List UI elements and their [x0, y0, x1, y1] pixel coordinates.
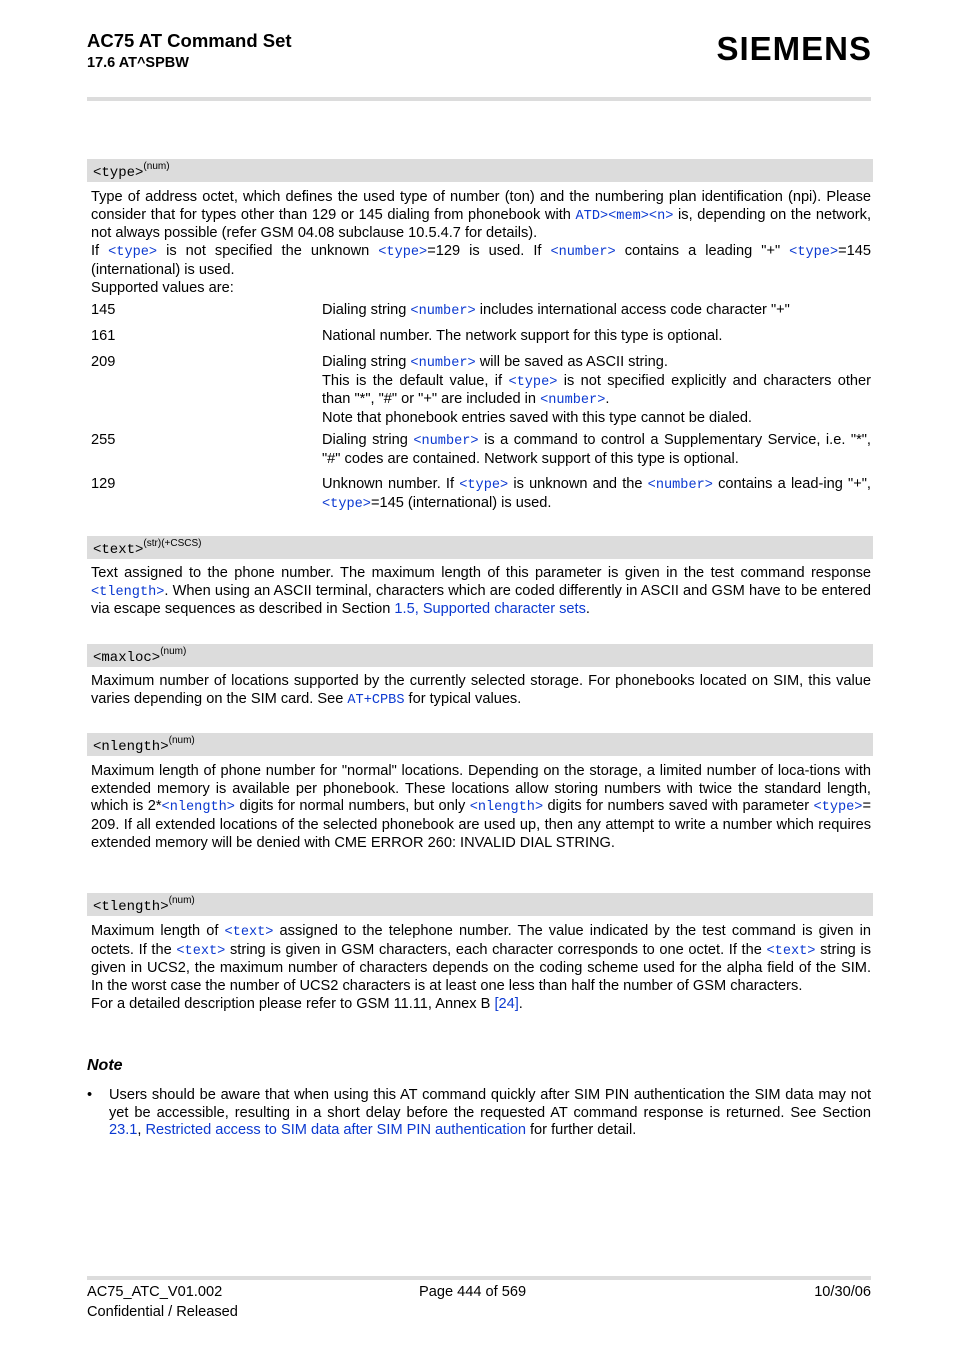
param-name-maxloc: <maxloc>$^{(num)}$ — [93, 646, 187, 666]
param-name-type: <type>$^{(num)}$ — [93, 161, 170, 181]
text-description: Text assigned to the phone number. The maximum length of this parameter is given in the test command response <tlength>. When using an ASCII terminal, characters which are coded differently in ASCII and GSM have to be entered via escape sequences as described in Section 1.5, Supported character sets. — [91, 565, 871, 618]
param-bar-tlength — [87, 893, 873, 916]
header-divider — [87, 97, 871, 101]
value-desc: National number. The network support for this type is optional. — [322, 328, 723, 344]
tlength-link[interactable]: <tlength> — [91, 584, 165, 600]
footer-status: Confidential / Released — [87, 1304, 238, 1320]
tlength-description: Maximum length of <text> assigned to the telephone number. The value indicated by the test command is given in octets. If the <text> string is given in GSM characters, each character corresponds to one octet. If the <text> string is given in UCS2, the maximum number of characters depends on the coding scheme used for the alpha field of the SIM. In the worst case the number of UCS2 characters is at least one less than half the number of GSM characters. For a detailed description please refer to GSM 11.11, Annex B [24]. — [91, 923, 872, 1012]
type-link[interactable]: <type> — [789, 245, 839, 261]
value-key: 255 — [91, 432, 116, 448]
text-link[interactable]: <text> — [224, 925, 274, 940]
siemens-logo: SIEMENS — [716, 30, 872, 67]
param-name-tlength: <tlength>$^{(num)}$ — [93, 895, 195, 915]
character-sets-link[interactable]: 1.5, Supported character sets — [394, 601, 586, 618]
value-desc: Unknown number. If <type> is unknown and the <number> contains a lead-ing "+", <type>=145 (international) is used. — [322, 476, 871, 512]
type-description: Type of address octet, which defines the used type of number (ton) and the numbering plan identification (npi). Please consider that for types other than 129 or 145 dialing from phonebook with ATD><mem><n> is, depending on the network, not always possible (refer GSM 04.08 subclause 10.5.4.7 for details). If <type> is not specified the unknown <type>=129 is used. If <number> contains a leading "+" <type>=145 (international) is used. Supported values are: — [91, 189, 871, 296]
type-link[interactable]: <type> — [378, 245, 428, 261]
value-desc: Dialing string <number> includes international access code character "+" — [322, 302, 790, 319]
restricted-access-link[interactable]: Restricted access to SIM data after SIM PIN authentication — [145, 1122, 526, 1139]
number-link[interactable]: <number> — [410, 304, 476, 319]
param-bar-text — [87, 536, 873, 559]
footer-page-number: Page 444 of 569 — [419, 1284, 527, 1300]
footer-date: 10/30/06 — [814, 1284, 871, 1300]
value-desc: Dialing string <number> will be saved as ASCII string. This is the default value, if <type> is not specified explicitly and characters other than "*", "#" or "+" are included in <number>. Note that phonebook entries saved with this type cannot be dialed. — [322, 354, 872, 427]
number-link[interactable]: <number> — [413, 434, 479, 449]
text-link[interactable]: <text> — [176, 943, 226, 959]
maxloc-description: Maximum number of locations supported by the currently selected storage. For phonebooks located on SIM, this value varies depending on the SIM card. See AT+CPBS for typical values. — [91, 673, 871, 708]
supported-values-label: Supported values are: — [91, 279, 234, 296]
reference-24-link[interactable]: [24] — [494, 995, 519, 1012]
value-key: 209 — [91, 354, 116, 370]
note-heading: Note — [87, 1057, 123, 1074]
nlength-link[interactable]: <nlength> — [161, 800, 235, 816]
type-link[interactable]: <type> — [508, 374, 558, 390]
value-desc: Dialing string <number> is a command to control a Supplementary Service, i.e. "*", "#" codes are contained. Network support of this type is optional. — [322, 432, 871, 467]
cpbs-link[interactable]: AT+CPBS — [347, 692, 405, 708]
bullet-marker: • — [87, 1087, 93, 1103]
footer-divider — [87, 1276, 871, 1280]
nlength-description: Maximum length of phone number for "normal" locations. Depending on the storage, a limited number of loca-tions with extended memory is available per phonebook. These locations allow storing numbers with twice the standard length, which is 2*<nlength> digits for normal numbers, but only <nlength> digits for numbers saved with parameter <type>= 209. If all extended locations of the selected phonebook are used up, then any attempt to write a number which requires extended memory will be denied with CME ERROR 260: INVALID DIAL STRING. — [91, 763, 871, 851]
note-text: Users should be aware that when using this AT command quickly after SIM PIN authentication the SIM data may not yet be accessible, resulting in a short delay before the requested AT command response is returned. See Section 23.1, Restricted access to SIM data after SIM PIN authentication for further detail. — [109, 1087, 871, 1139]
param-bar-maxloc — [87, 644, 873, 667]
value-key: 129 — [91, 476, 116, 492]
number-link[interactable]: <number> — [550, 245, 616, 261]
footer-doc-id: AC75_ATC_V01.002 — [87, 1284, 223, 1300]
number-link[interactable]: <number> — [410, 356, 476, 371]
atd-link[interactable]: ATD><mem><n> — [575, 208, 674, 224]
document-title: AC75 AT Command Set — [87, 30, 292, 51]
param-bar-type — [87, 159, 873, 182]
type-link[interactable]: <type> — [108, 245, 158, 261]
nlength-link[interactable]: <nlength> — [469, 800, 544, 816]
number-link[interactable]: <number> — [647, 478, 713, 493]
text-link[interactable]: <text> — [766, 943, 816, 959]
value-key: 161 — [91, 328, 116, 344]
type-link[interactable]: <type> — [813, 800, 863, 816]
type-link[interactable]: <type> — [322, 496, 371, 512]
section-title: 17.6 AT^SPBW — [87, 55, 189, 71]
type-link[interactable]: <type> — [459, 478, 509, 493]
param-name-nlength: <nlength>$^{(num)}$ — [93, 735, 195, 755]
param-name-text: <text>$^{(str)(+CSCS)}$ — [93, 538, 202, 558]
section-23-1-link[interactable]: 23.1 — [109, 1122, 138, 1139]
number-link[interactable]: <number> — [540, 393, 606, 409]
param-bar-nlength — [87, 733, 873, 756]
value-key: 145 — [91, 302, 116, 318]
